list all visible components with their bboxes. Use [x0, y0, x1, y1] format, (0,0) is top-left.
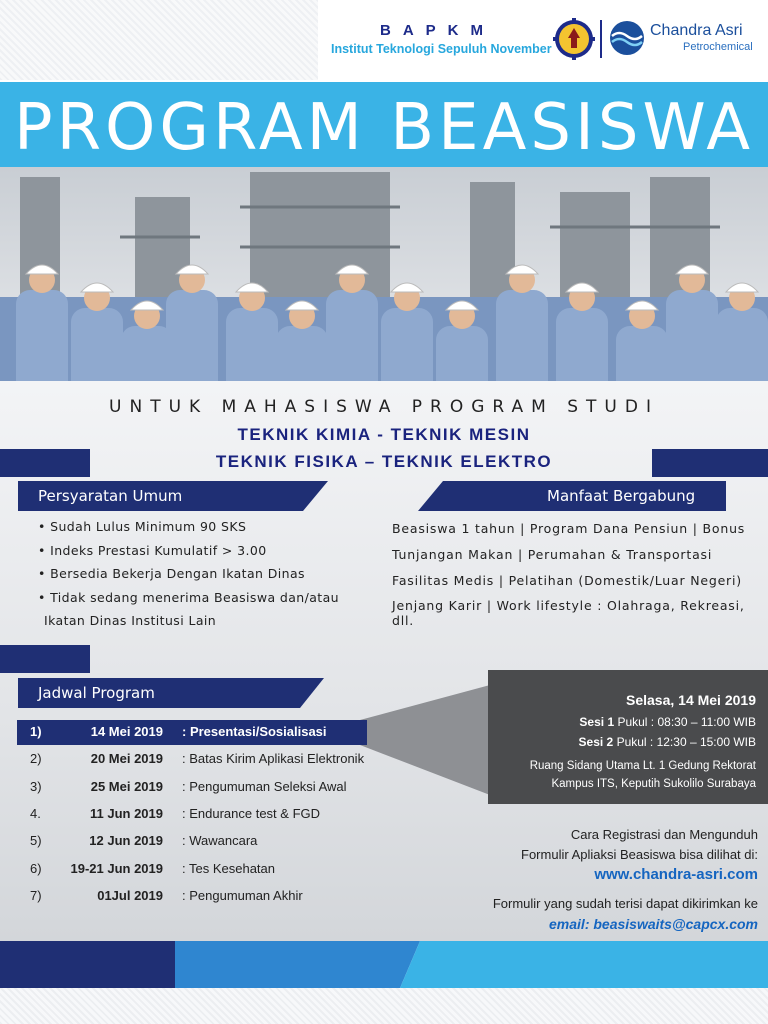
requirements-list: [38, 515, 339, 633]
schedule-event: : Presentasi/Sosialisasi: [182, 724, 327, 739]
page-title: PROGRAM BEASISWA: [13, 91, 755, 165]
list-item: • Indeks Prestasi Kumulatif > 3.00: [38, 542, 267, 558]
registration-line-3: Formulir yang sudah terisi dapat dikirimkan ke: [492, 896, 758, 911]
venue-line-1: Ruang Sidang Utama Lt. 1 Gedung Rektorat: [529, 760, 756, 772]
schedule-date: 11 Jun 2019: [90, 805, 163, 821]
right-tab-decoration: [652, 449, 768, 477]
partner-name: Chandra Asri: [650, 22, 743, 39]
registration-line-1: Cara Registrasi dan Mengunduh: [570, 827, 758, 842]
session-1: [579, 715, 756, 729]
email-link[interactable]: email: beasiswaits@capcx.com: [549, 916, 758, 932]
table-row: [0, 802, 460, 826]
schedule-number: 5): [30, 833, 42, 849]
table-row: [0, 775, 460, 799]
list-item: Ikatan Dinas Institusi Lain: [44, 613, 217, 628]
session-1-time: Pukul : 08:30 – 11:00 WIB: [614, 715, 756, 729]
session-1-label: Sesi 1: [579, 715, 615, 729]
left-tab-decoration-2: [0, 645, 90, 673]
program-line-1: TEKNIK KIMIA - TEKNIK MESIN: [237, 425, 531, 444]
left-tab-decoration: [0, 449, 90, 477]
schedule-event: : Endurance test & FGD: [182, 805, 321, 821]
venue-line-2: Kampus ITS, Keputih Sukolilo Surabaya: [551, 778, 756, 790]
requirements-heading: Persyaratan Umum: [38, 487, 183, 505]
benefits-line: Fasilitas Medis | Pelatihan (Domestik/Luar Negeri): [392, 573, 742, 588]
schedule-date: 20 Mei 2019: [90, 751, 163, 767]
benefits-line: Jenjang Karir | Work lifestyle : Olahraga, Rekreasi, dll.: [392, 598, 745, 628]
team-photo: [0, 167, 768, 381]
schedule-number: 1): [30, 724, 42, 739]
schedule-event: : Pengumuman Akhir: [182, 887, 303, 903]
footer-pattern: [0, 988, 768, 1024]
benefits-heading: Manfaat Bergabung: [547, 487, 696, 505]
session-2-label: Sesi 2: [578, 735, 614, 749]
its-logo-icon: [553, 18, 595, 60]
website-link[interactable]: www.chandra-asri.com: [594, 866, 758, 883]
list-item: • Tidak sedang menerima Beasiswa dan/atau: [38, 589, 339, 605]
list-item: • Bersedia Bekerja Dengan Ikatan Dinas: [38, 566, 305, 581]
program-line-2: TEKNIK FISIKA – TEKNIK ELEKTRO: [215, 452, 553, 471]
benefits-line: Tunjangan Makan | Perumahan & Transportasi: [392, 547, 713, 562]
schedule-heading: Jadwal Program: [38, 684, 155, 702]
chandra-asri-logo-icon: [609, 20, 645, 56]
session-box: [488, 670, 768, 804]
list-item: • Sudah Lulus Minimum 90 SKS: [38, 519, 247, 534]
session-2-time: Pukul : 12:30 – 15:00 WIB: [613, 735, 756, 749]
schedule-number: 7): [30, 887, 42, 903]
logo-divider: [600, 20, 602, 58]
subtitle: UNTUK MAHASISWA PROGRAM STUDI: [109, 397, 659, 417]
table-row: [0, 884, 460, 908]
schedule-date: 19-21 Jun 2019: [70, 860, 163, 876]
table-row: [0, 829, 460, 853]
schedule-date: 14 Mei 2019: [90, 724, 163, 739]
table-row: [0, 747, 460, 771]
bottom-color-bar: [0, 941, 768, 988]
partner-subtitle: Petrochemical: [683, 41, 753, 53]
bapkm-label: BAPKM: [380, 22, 495, 39]
schedule-date: 25 Mei 2019: [90, 778, 163, 794]
session-date: Selasa, 14 Mei 2019: [626, 692, 756, 708]
schedule-event: : Pengumuman Seleksi Awal: [182, 778, 347, 794]
schedule-number: 6): [30, 860, 42, 876]
schedule-event: : Wawancara: [182, 833, 258, 849]
session-2: [579, 735, 756, 749]
registration-line-2: Formulir Apliaksi Beasiswa bisa dilihat di:: [521, 847, 758, 862]
schedule-event: : Tes Kesehatan: [182, 860, 275, 876]
table-row: [0, 720, 460, 744]
schedule-event: : Batas Kirim Aplikasi Elektronik: [182, 751, 365, 767]
header-pattern: [0, 0, 318, 80]
benefits-line: Beasiswa 1 tahun | Program Dana Pensiun | Bonus: [392, 521, 746, 536]
table-row: [0, 857, 460, 881]
schedule-number: 4.: [30, 805, 41, 821]
schedule-number: 2): [30, 751, 42, 767]
schedule-number: 3): [30, 778, 42, 794]
schedule-date: 01Jul 2019: [97, 887, 163, 903]
institute-name: Institut Teknologi Sepuluh November: [331, 42, 552, 56]
schedule-date: 12 Jun 2019: [89, 833, 163, 849]
